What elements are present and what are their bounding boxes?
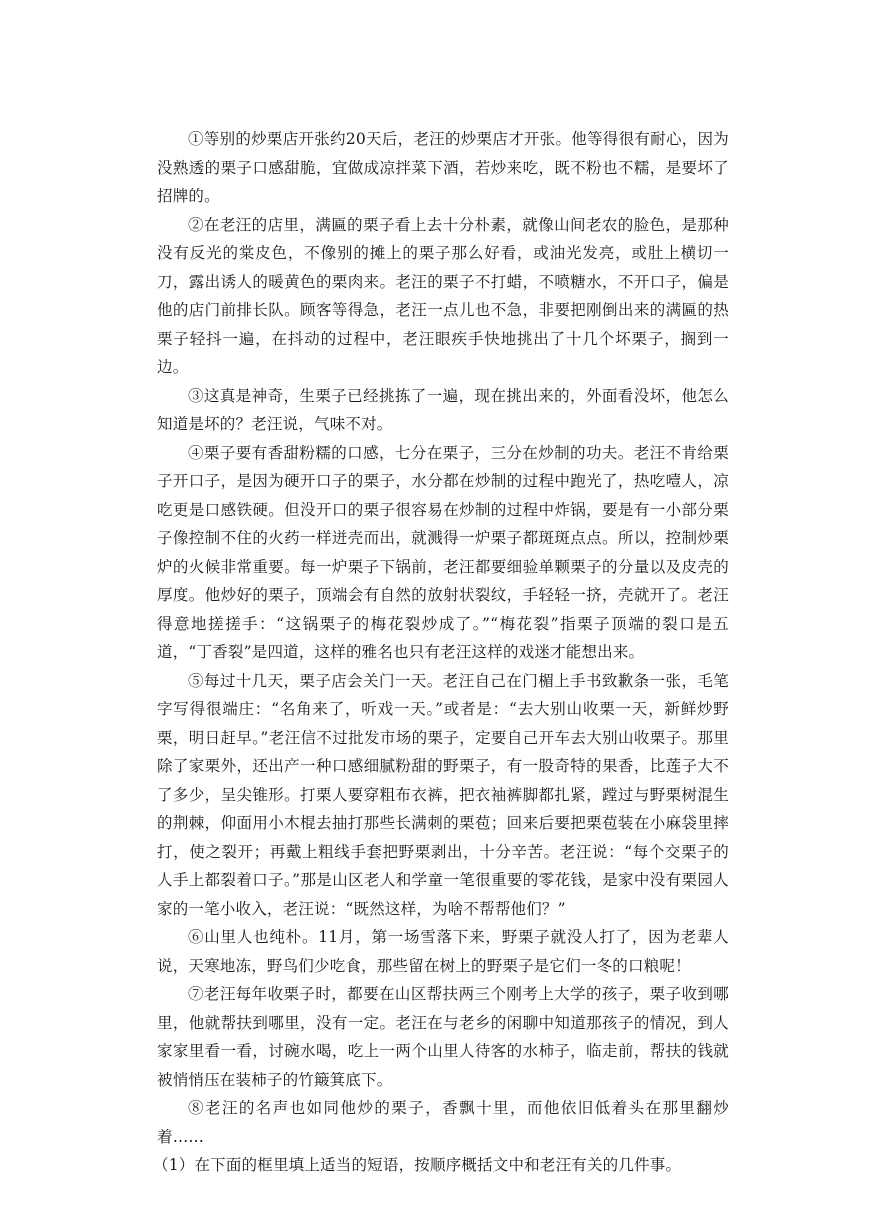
paragraph-4: ④栗子要有香甜粉糯的口感，七分在栗子，三分在炒制的功夫。老汪不肯给栗子开口子，是因为硬开口子的栗子，水分都在炒制的过程中跑光了，热吃噎人，凉吃更是口感铁硬。但没开口的栗子很容易在炒制的过程中炸锅，要是有一小部分栗子像控制不住的火药一样迸壳而出，就溅得一炉栗子都斑斑点点。所以，控制炒栗炉的火候非常重要。每一炉栗子下锅前，老汪都要细验单颗栗子的分量以及皮壳的厚度。他炒好的栗子，顶端会有自然的放射状裂纹，手轻轻一挤，壳就开了。老汪得意地搓搓手：“这锅栗子的梅花裂炒成了。”“梅花裂”指栗子顶端的裂口是五道，“丁香裂”是四道，这样的雅名也只有老汪这样的戏迷才能想出来。 <box>157 443 729 661</box>
paragraph-6: ⑥山里人也纯朴。11月，第一场雪落下来，野栗子就没人打了，因为老辈人说，天寒地冻，野鸟们少吃食，那些留在树上的野栗子是它们一冬的口粮呢！ <box>157 928 729 975</box>
paragraph-3: ③这真是神奇，生栗子已经挑拣了一遍，现在挑出来的，外面看没坏，他怎么知道是坏的？老汪说，气味不对。 <box>157 386 729 433</box>
document-page <box>153 125 729 1180</box>
paragraph-1: ①等别的炒栗店开张约20天后，老汪的炒栗店才开张。他等得很有耐心，因为没熟透的栗子口感甜脆，宜做成凉拌菜下酒，若炒来吃，既不粉也不糯，是要坏了招牌的。 <box>157 130 729 205</box>
question-1: （1）在下面的框里填上适当的短语，按顺序概括文中和老汪有关的几件事。 <box>153 1156 682 1174</box>
paragraph-5: ⑤每过十几天，栗子店会关门一天。老汪自己在门楣上手书致歉条一张，毛笔字写得很端庄：“名角来了，听戏一天。”或者是：“去大别山收栗一天，新鲜炒野栗，明日赶早。”老汪信不过批发市场的栗子，定要自己开车去大别山收栗子。那里除了家栗外，还出产一种口感细腻粉甜的野栗子，有一股奇特的果香，比莲子大不了多少，呈尖锥形。打栗人要穿粗布衣裤，把衣袖裤脚都扎紧，蹚过与野栗树混生的荆棘，仰面用小木棍去抽打那些长满刺的栗苞；回来后要把栗苞装在小麻袋里摔打，使之裂开；再戴上粗线手套把野栗剥出，十分辛苦。老汪说：“每个交栗子的人手上都裂着口子。”那是山区老人和学童一笔很重要的零花钱，是家中没有栗园人家的一笔小收入，老汪说：“既然这样，为啥不帮帮他们？” <box>157 671 729 918</box>
paragraph-8: ⑧老汪的名声也如同他炒的栗子，香飘十里，而他依旧低着头在那里翻炒着…… <box>157 1099 729 1146</box>
paragraph-2: ②在老汪的店里，满匾的栗子看上去十分朴素，就像山间老农的脸色，是那种没有反光的棠皮色，不像别的摊上的栗子那么好看，或油光发亮，或肚上横切一刀，露出诱人的暖黄色的栗肉来。老汪的栗子不打蜡，不喷糖水，不开口子，偏是他的店门前排长队。顾客等得急，老汪一点儿也不急，非要把刚倒出来的满匾的热栗子轻抖一遍，在抖动的过程中，老汪眼疾手快地挑出了十几个坏栗子，搁到一边。 <box>157 215 729 376</box>
paragraph-7: ⑦老汪每年收栗子时，都要在山区帮扶两三个刚考上大学的孩子，栗子收到哪里，他就帮扶到哪里，没有一定。老汪在与老乡的闲聊中知道那孩子的情况，到人家家里看一看，讨碗水喝，吃上一两个山里人待客的水柿子，临走前，帮扶的钱就被悄悄压在装柿子的竹簸箕底下。 <box>157 985 729 1089</box>
